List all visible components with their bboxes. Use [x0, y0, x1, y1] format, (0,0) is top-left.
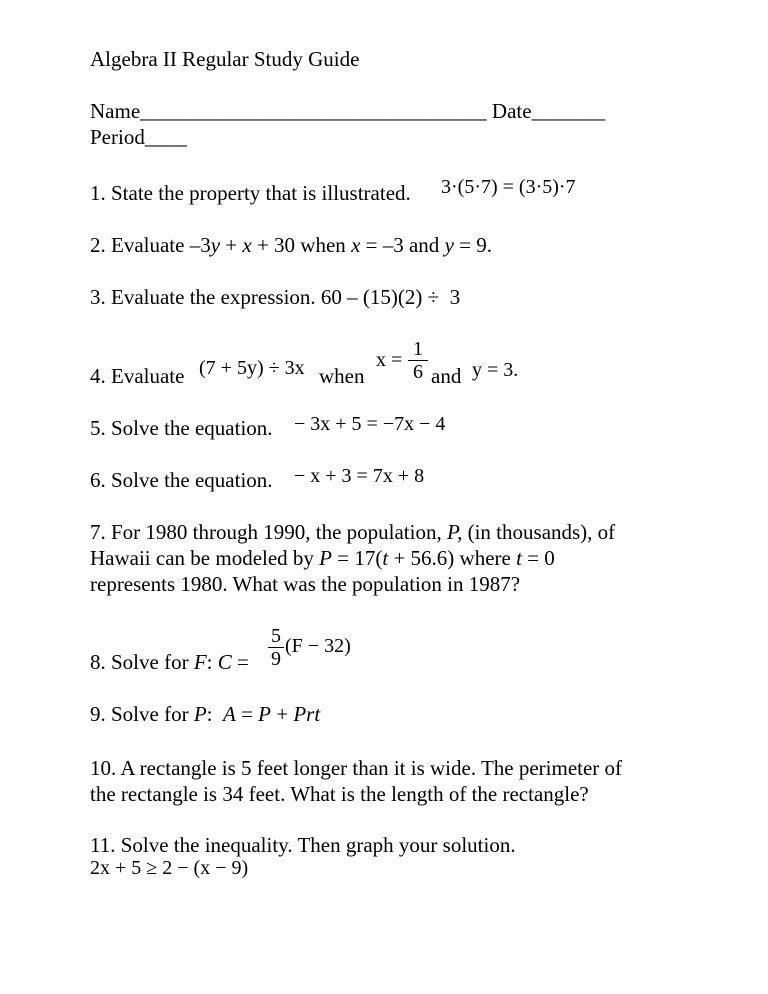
question-7-line-1: 7. For 1980 through 1990, the population, P, (in thousands), of [90, 520, 616, 544]
question-4-expr: (7 + 5y) ÷ 3x [199, 357, 305, 379]
question-4-lead: 4. Evaluate [90, 364, 185, 388]
question-7-line-2: Hawaii can be modeled by P = 17(t + 56.6) where t = 0 [90, 546, 555, 570]
divisor: 3 [449, 285, 461, 309]
question-4-y: y = 3. [472, 359, 519, 381]
fraction-numerator: 1 [413, 338, 423, 360]
question-3 [90, 285, 460, 309]
question-2: 2. Evaluate –3y + x + 30 when x = –3 and y = 9. [90, 233, 492, 257]
question-10-line-1: 10. A rectangle is 5 feet longer than it is wide. The perimeter of [90, 756, 623, 780]
date-label: Date [491, 99, 532, 123]
name-blank[interactable]: _________________________________ [140, 99, 487, 123]
question-6: 6. Solve the equation. [90, 468, 273, 492]
question-1-math: 3·(5·7) = (3·5)·7 [441, 176, 576, 198]
question-3-text: 3. Evaluate the expression. 60 – (15)(2) [90, 285, 423, 309]
question-5: 5. Solve the equation. [90, 416, 273, 440]
question-11-math: 2x + 5 ≥ 2 − (x − 9) [90, 857, 249, 879]
question-4-and: and [431, 364, 462, 388]
question-9: 9. Solve for P: A = P + Prt [90, 702, 321, 726]
fraction-denominator: 6 [413, 361, 423, 383]
question-5-math: − 3x + 5 = −7x − 4 [294, 413, 446, 435]
question-4-x: x = [376, 349, 403, 371]
question-4-fraction [408, 339, 428, 382]
name-line [90, 99, 605, 123]
question-8-rest: (F − 32) [285, 635, 351, 657]
page-title: Algebra II Regular Study Guide [90, 47, 360, 71]
period-label: Period [90, 125, 145, 149]
name-label: Name [90, 99, 141, 123]
question-8-fraction [268, 626, 284, 669]
period-line [90, 125, 187, 149]
divide-sign: ÷ [427, 285, 440, 309]
fraction-denominator: 9 [271, 648, 281, 670]
fraction-numerator: 5 [271, 625, 281, 647]
question-1: 1. State the property that is illustrated. [90, 181, 411, 205]
date-blank[interactable]: _______ [531, 99, 606, 123]
question-6-math: − x + 3 = 7x + 8 [294, 465, 425, 487]
question-10-line-2: the rectangle is 34 feet. What is the length of the rectangle? [90, 782, 589, 806]
question-8: 8. Solve for F: C = [90, 650, 249, 674]
question-11: 11. Solve the inequality. Then graph your solution. [90, 833, 516, 857]
question-4-when: when [319, 364, 365, 388]
period-blank[interactable]: ____ [144, 125, 187, 149]
question-7-line-3: represents 1980. What was the population in 1987? [90, 572, 521, 596]
